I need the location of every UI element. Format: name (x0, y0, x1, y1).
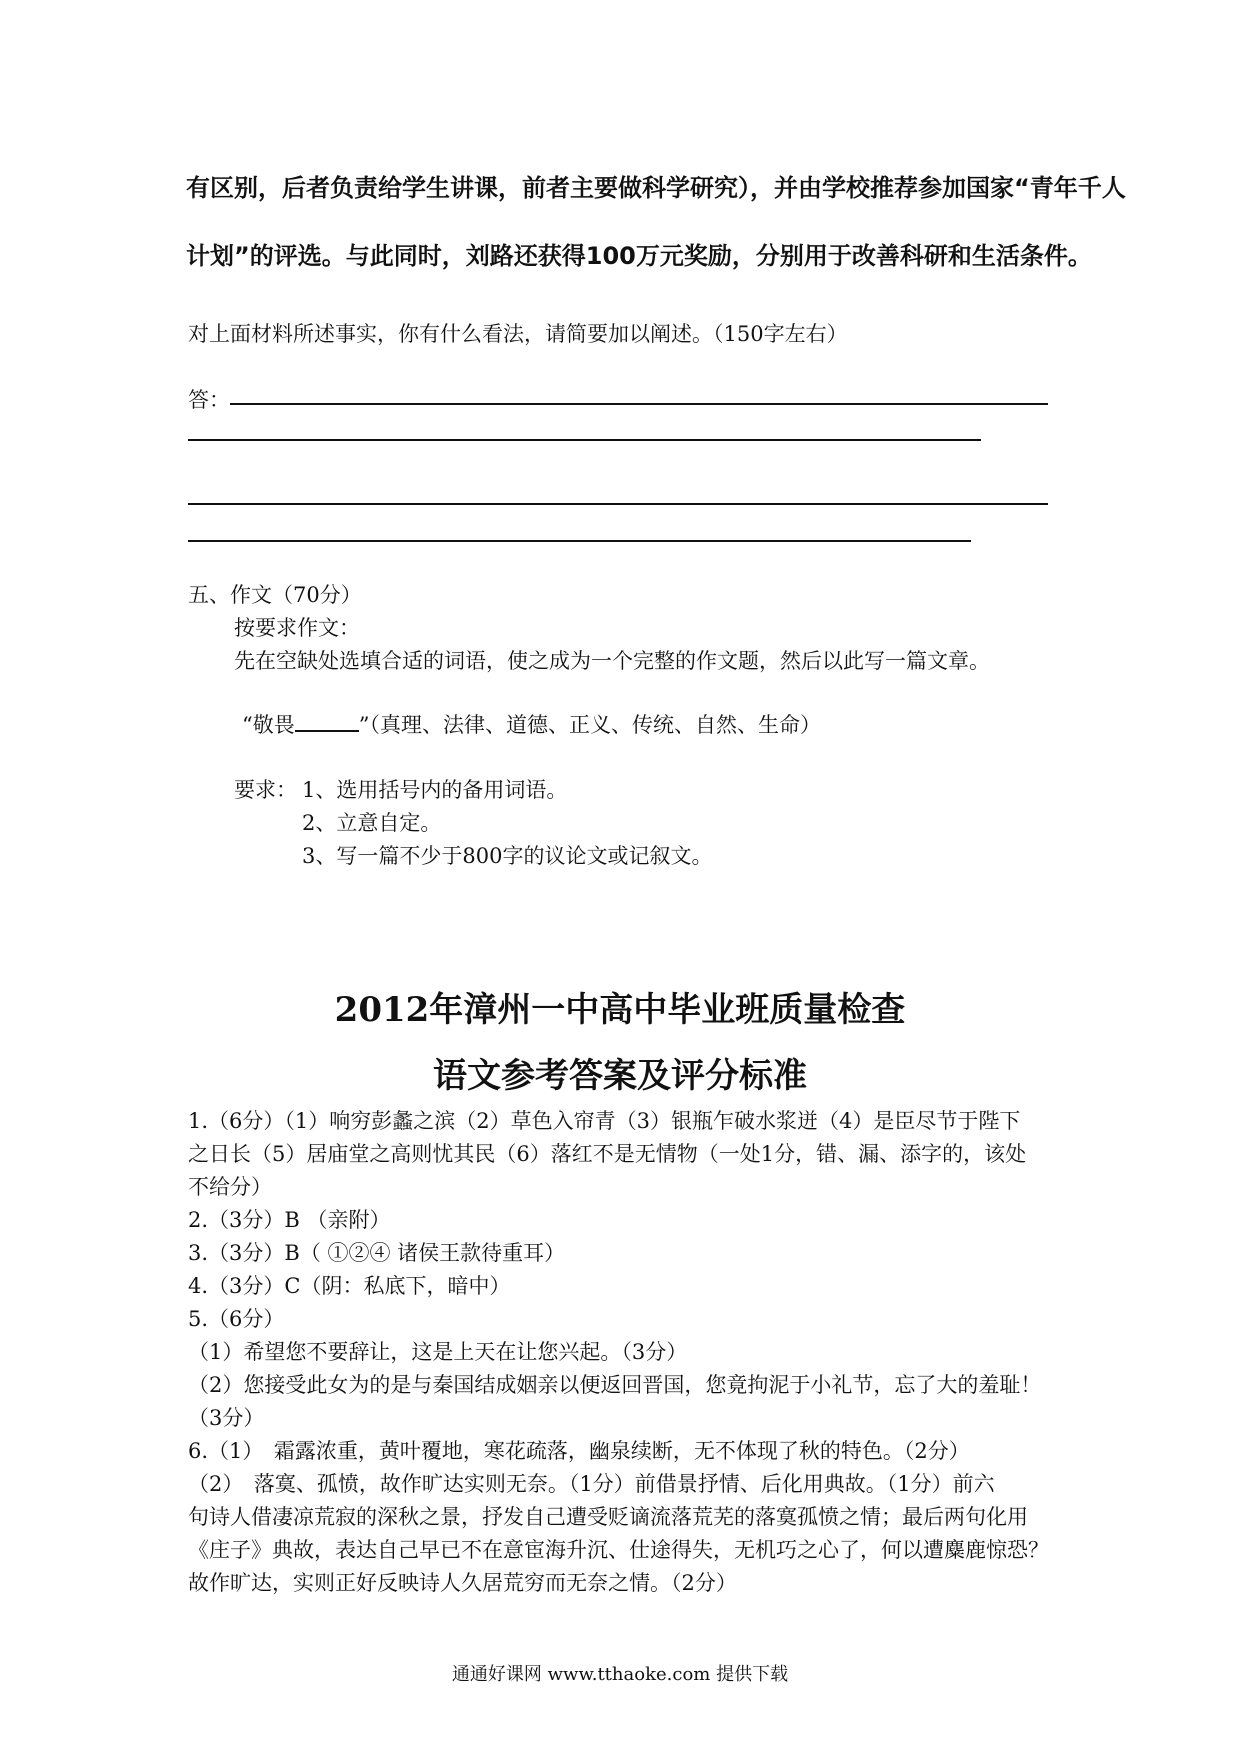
answer-6-line-5: 故作旷达，实则正好反映诗人久居荒穷而无奈之情。（2分） (188, 1571, 737, 1595)
page-footer: 通通好课网 www.tthaoke.com 提供下载 (451, 1664, 789, 1685)
essay-requirement-2: 2、立意自定。 (302, 811, 442, 835)
essay-topic (242, 709, 821, 739)
answer-line-1[interactable] (230, 403, 1048, 405)
material-line-2: 计划”的评选。与此同时，刘路还获得100万元奖励，分别用于改善科研和生活条件。 (186, 242, 1092, 270)
answer-6-part-1: 6.（1） 霜露浓重，黄叶覆地，寒花疏落，幽泉续断，无不体现了秋的特色。（2分） (188, 1439, 970, 1463)
answer-label: 答： (188, 388, 230, 412)
answer-5: 5.（6分） (188, 1307, 285, 1331)
answer-2: 2.（3分）B （亲附） (188, 1208, 391, 1232)
essay-requirement-1: 1、选用括号内的备用词语。 (302, 778, 568, 802)
answer-1-line-3: 不给分） (188, 1175, 272, 1199)
answer-6-part-2: （2） 落寞、孤愤，故作旷达实则无奈。（1分）前借景抒情、后化用典故。（1分）前六 (188, 1472, 995, 1496)
answer-5-part-2: （2）您接受此女为的是与秦国结成姻亲以便返回晋国，您竟拘泥于小礼节，忘了大的羞耻！ (188, 1373, 1042, 1397)
answers-title-line-1: 2012年漳州一中高中毕业班质量检查 (334, 990, 906, 1030)
answers-title-line-2: 语文参考答案及评分标准 (433, 1056, 807, 1096)
question-prompt: 对上面材料所述事实，你有什么看法，请简要加以阐述。（150字左右） (188, 322, 848, 346)
essay-heading: 五、作文（70分） (188, 583, 362, 607)
essay-topic-options: ”（真理、法律、道德、正义、传统、自然、生命） (358, 713, 821, 737)
essay-topic-blank[interactable] (295, 712, 359, 732)
answer-line-4[interactable] (188, 540, 971, 542)
essay-requirement-3: 3、写一篇不少于800字的议论文或记叙文。 (302, 844, 713, 868)
essay-requirement-label: 要求： (234, 778, 297, 802)
answer-line-3[interactable] (188, 503, 1048, 505)
answer-6-line-3: 句诗人借凄凉荒寂的深秋之景，抒发自己遭受贬谪流落荒芜的落寞孤愤之情；最后两句化用 (188, 1505, 1028, 1529)
answer-5-part-1: （1）希望您不要辞让，这是上天在让您兴起。（3分） (188, 1340, 688, 1364)
essay-topic-prefix: “敬畏 (242, 713, 295, 737)
essay-description: 先在空缺处选填合适的词语，使之成为一个完整的作文题，然后以此写一篇文章。 (234, 649, 990, 673)
answer-6-line-4: 《庄子》典故，表达自己早已不在意宦海升沉、仕途得失，无机巧之心了，何以遭麋鹿惊恐？ (188, 1538, 1049, 1562)
answer-5-part-2-score: （3分） (188, 1406, 265, 1430)
essay-instruction: 按要求作文： (234, 616, 360, 640)
answer-1-line-1: 1.（6分）（1）响穷彭蠡之滨（2）草色入帘青（3）银瓶乍破水浆迸（4）是臣尽节于陛下 (188, 1109, 1021, 1133)
answer-3: 3.（3分）B（ ①②④ 诸侯王款待重耳） (188, 1241, 566, 1265)
answer-4: 4.（3分）C（阴：私底下，暗中） (188, 1274, 511, 1298)
answer-line-2[interactable] (188, 439, 981, 441)
answer-1-line-2: 之日长（5）居庙堂之高则忧其民（6）落红不是无情物（一处1分，错、漏、添字的，该处 (188, 1142, 1027, 1166)
material-line-1: 有区别，后者负责给学生讲课，前者主要做科学研究），并由学校推荐参加国家“青年千人 (186, 174, 1126, 202)
